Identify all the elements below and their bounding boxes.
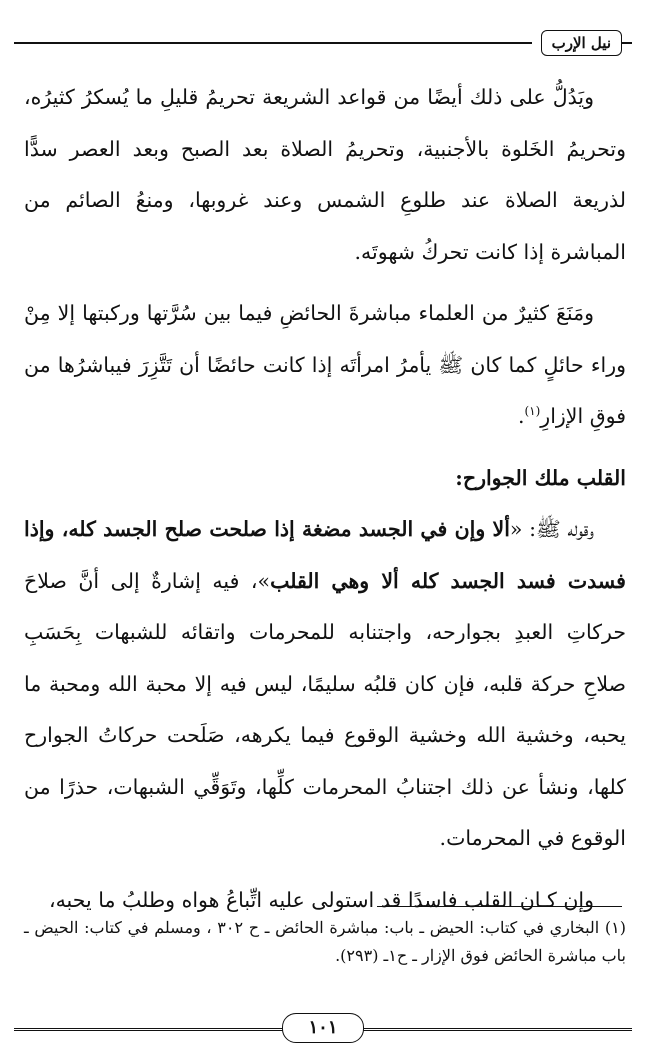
footnote-separator: [377, 906, 622, 907]
footnote-marker[interactable]: (١): [524, 404, 541, 419]
page-body: [24, 72, 626, 926]
paragraph-3-rest: »، فيه إشارةٌ إلى أنَّ صلاحَ حركاتِ العبدِ بجوارحه، واجتنابه للمحرمات واتقائه للشبهات بِحَسَبِ صلاحِ حركة قلبه، فإن كان قلبُه سليمًا، ليس فيه إلا محبة الله ومحبة ما يحبه، وخشية الله وخشية الوقوع فيما يكرهه، صَلَحت حركاتُ الجوارح كلها، ونشأ عن ذلك اجتنابُ المحرمات كلِّها، وتَوَقِّي الشبهات، حذرًا من الوقوع في المحرمات.: [24, 568, 626, 850]
paragraph-2: [24, 288, 626, 443]
paragraph-2-text: ومَنَعَ كثيرٌ من العلماء مباشرةَ الحائضِ فيما بين سُرَّتها وركبتها إلا مِنْ وراء حائلٍ كما كان ﷺ يأمرُ امرأتَه إذا كانت حائضًا أن تَتَّزِرَ فيباشرُها من فوقِ الإزارِ: [24, 301, 626, 428]
section-heading: القلب ملك الجوارح:: [455, 465, 626, 490]
paragraph-2-end: .: [517, 404, 525, 428]
paragraph-3-intro: وقوله ﷺ: «: [509, 517, 594, 541]
book-title: نيل الإرب: [541, 30, 622, 56]
running-header: [14, 28, 632, 58]
header-rule-tick: [622, 42, 632, 44]
footnote: (١) البخاري في كتاب: الحيض ـ باب: مباشرة الحائض ـ ح ٣٠٢ ، ومسلم في كتاب: الحيض ـ باب مباشرة الحائض فوق الإزار ـ ح١ـ (٢٩٣).: [24, 918, 627, 965]
paragraph-3: [24, 504, 626, 865]
header-rule: [14, 42, 532, 44]
hadith-quote: ألا وإن في الجسد مضغة إذا صلحت صلح الجسد كله، وإذا فسدت فسد الجسد كله ألا وهي القلب: [24, 517, 626, 593]
page-number: ١٠١: [282, 1013, 364, 1043]
paragraph-4: وإن كـان القلب فاسدًا قد استولى عليه اتِّباعُ هواه وطلبُ ما يحبه،: [48, 887, 594, 912]
paragraph-1: ويَدُلُّ على ذلك أيضًا من قواعد الشريعة تحريمُ قليلِ ما يُسكرُ كثيرُه، وتحريمُ الخَلوة بالأجنبية، وتحريمُ الصلاة بعد الصبح وبعد العصر سدًّا لذريعة الصلاة عند طلوعِ الشمس وعند غروبها، ومنعُ الصائم من المباشرة إذا كانت تحركُ شهوتَه.: [24, 85, 626, 264]
